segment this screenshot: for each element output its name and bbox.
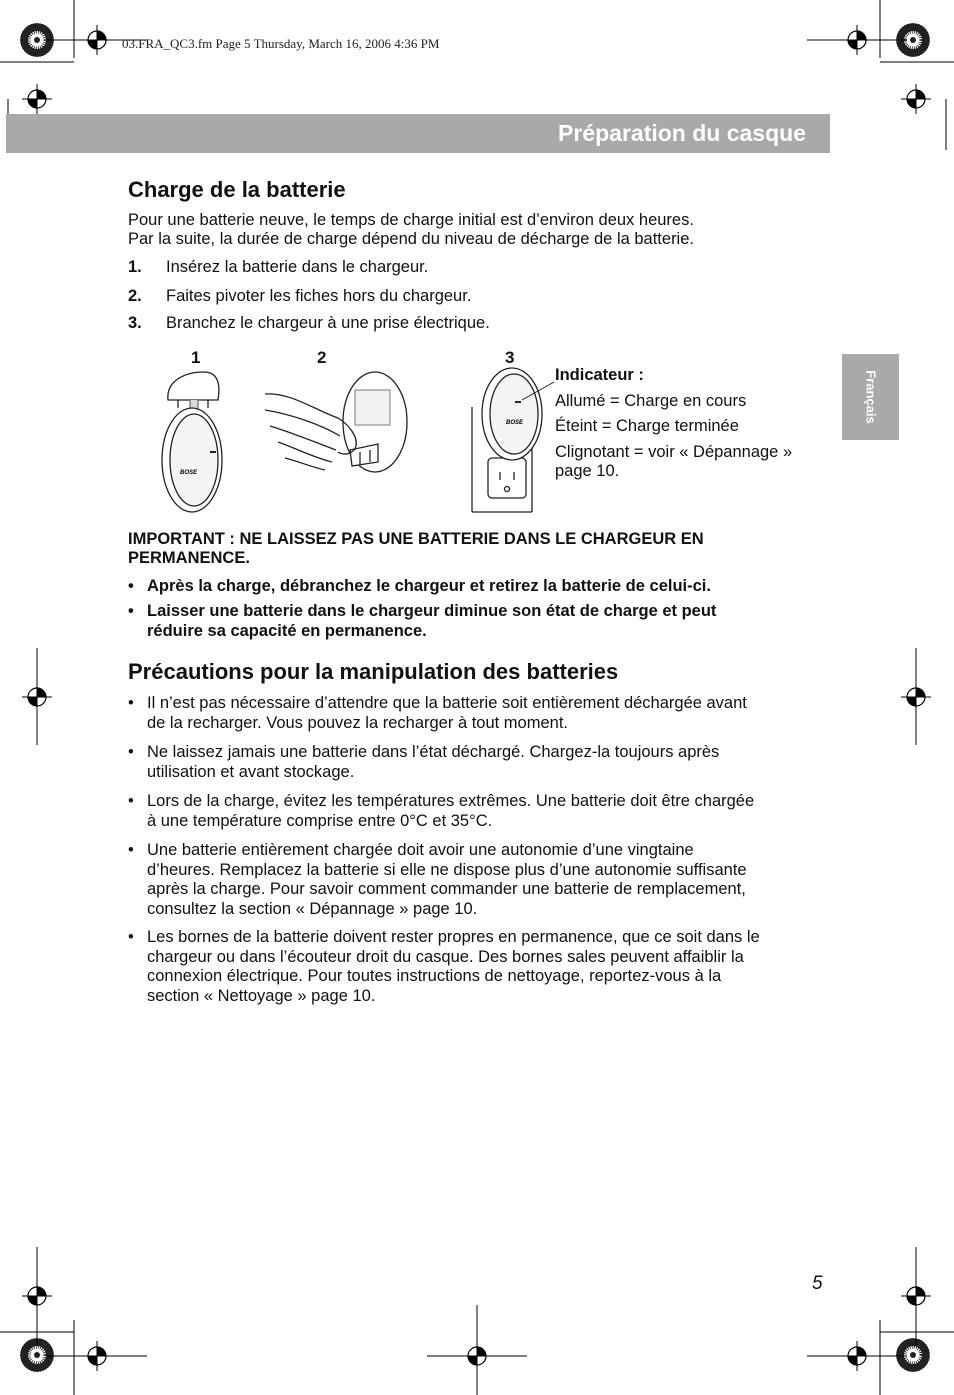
brand-logo-1: BOSE bbox=[180, 470, 198, 476]
bullet-char: • bbox=[128, 841, 134, 859]
step-number: 3. bbox=[128, 314, 142, 332]
bullet-char: • bbox=[128, 602, 134, 620]
language-tab-label: Français bbox=[863, 370, 878, 424]
indicator-blink-line-2: page 10. bbox=[555, 462, 620, 480]
bullet-text: Une batterie entièrement chargée doit avoir une autonomie d’une vingtaine bbox=[147, 841, 694, 859]
bullet-text: d’heures. Remplacez la batterie si elle ne dispose plus d’une autonomie suffisante bbox=[147, 860, 747, 879]
bullet-text: consultez la section « Dépannage » page 10. bbox=[147, 899, 478, 918]
page-number: 5 bbox=[812, 1273, 823, 1294]
indicator-blink-line-1: Clignotant = voir « Dépannage » bbox=[555, 443, 793, 461]
figure-label-2: 2 bbox=[317, 348, 327, 367]
print-header: 03.FRA_QC3.fm Page 5 Thursday, March 16, 2006 4:36 PM bbox=[122, 36, 440, 51]
bullet-text: réduire sa capacité en permanence. bbox=[147, 621, 427, 640]
bullet-text: Lors de la charge, évitez les températures extrêmes. Une batterie doit être chargée bbox=[147, 792, 755, 810]
precaution-bullet-3 bbox=[128, 792, 828, 832]
indicator-on: Allumé = Charge en cours bbox=[555, 392, 747, 410]
precaution-bullet-1 bbox=[128, 694, 828, 734]
bullet-text: section « Nettoyage » page 10. bbox=[147, 986, 376, 1005]
bullet-char: • bbox=[128, 694, 134, 712]
bullet-char: • bbox=[128, 928, 134, 946]
charge-step-3 bbox=[128, 314, 828, 333]
indicator-off: Éteint = Charge terminée bbox=[555, 417, 739, 435]
step-text: Insérez la batterie dans le chargeur. bbox=[166, 258, 429, 276]
brand-logo-3: BOSE bbox=[506, 420, 524, 426]
step-text: Faites pivoter les fiches hors du chargeur. bbox=[166, 287, 472, 305]
bullet-text: de la recharger. Vous pouvez la recharger à tout moment. bbox=[147, 713, 568, 732]
bullet-char: • bbox=[128, 577, 134, 595]
charge-step-1 bbox=[128, 258, 828, 277]
bullet-text: connexion électrique. Pour toutes instructions de nettoyage, reportez-vous à la bbox=[147, 967, 722, 985]
bullet-text: à une température comprise entre 0°C et 35°C. bbox=[147, 811, 493, 830]
charge-heading: Charge de la batterie bbox=[128, 177, 346, 202]
important-bullet-1 bbox=[128, 577, 828, 597]
step-text: Branchez le chargeur à une prise électrique. bbox=[166, 314, 490, 332]
important-heading-line-1: IMPORTANT : NE LAISSEZ PAS UNE BATTERIE DANS LE CHARGEUR EN bbox=[128, 530, 704, 548]
important-heading-line-2: PERMANENCE. bbox=[128, 549, 250, 567]
precaution-bullet-2 bbox=[128, 743, 828, 783]
bullet-text: chargeur ou dans l’écouteur droit du casque. Des bornes sales peuvent affaiblir la bbox=[147, 947, 744, 966]
bullet-char: • bbox=[128, 792, 134, 810]
bullet-char: • bbox=[128, 743, 134, 761]
important-bullet-2 bbox=[128, 602, 828, 642]
charge-intro-line-1: Pour une batterie neuve, le temps de charge initial est d’environ deux heures. bbox=[128, 211, 694, 229]
bullet-text: utilisation et avant stockage. bbox=[147, 762, 355, 781]
bullet-text: Les bornes de la batterie doivent rester propres en permanence, que ce soit dans le bbox=[147, 928, 760, 946]
figure-label-1: 1 bbox=[191, 348, 201, 367]
bullet-text: Après la charge, débranchez le chargeur et retirez la batterie de celui-ci. bbox=[147, 577, 711, 595]
step-number: 2. bbox=[128, 287, 142, 305]
indicator-title: Indicateur : bbox=[555, 366, 644, 384]
bullet-text: Il n’est pas nécessaire d’attendre que la batterie soit entièrement déchargée avant bbox=[147, 694, 747, 712]
section-header-bar bbox=[6, 114, 830, 153]
bullet-text: Laisser une batterie dans le chargeur diminue son état de charge et peut bbox=[147, 602, 717, 620]
language-tab bbox=[842, 354, 899, 440]
bullet-text: Ne laissez jamais une batterie dans l’état déchargé. Chargez-la toujours après bbox=[147, 743, 720, 761]
figure-label-3: 3 bbox=[505, 348, 515, 367]
precaution-bullet-5 bbox=[128, 928, 828, 1008]
charge-step-2 bbox=[128, 287, 828, 306]
charging-illustration bbox=[150, 362, 570, 522]
bullet-text: après la charge. Pour savoir comment commander une batterie de remplacement, bbox=[147, 880, 746, 898]
charge-intro-line-2: Par la suite, la durée de charge dépend du niveau de décharge de la batterie. bbox=[128, 230, 694, 248]
section-title: Préparation du casque bbox=[558, 120, 806, 146]
precautions-heading: Précautions pour la manipulation des batteries bbox=[128, 659, 619, 684]
step-number: 1. bbox=[128, 258, 142, 276]
precaution-bullet-4 bbox=[128, 841, 828, 921]
